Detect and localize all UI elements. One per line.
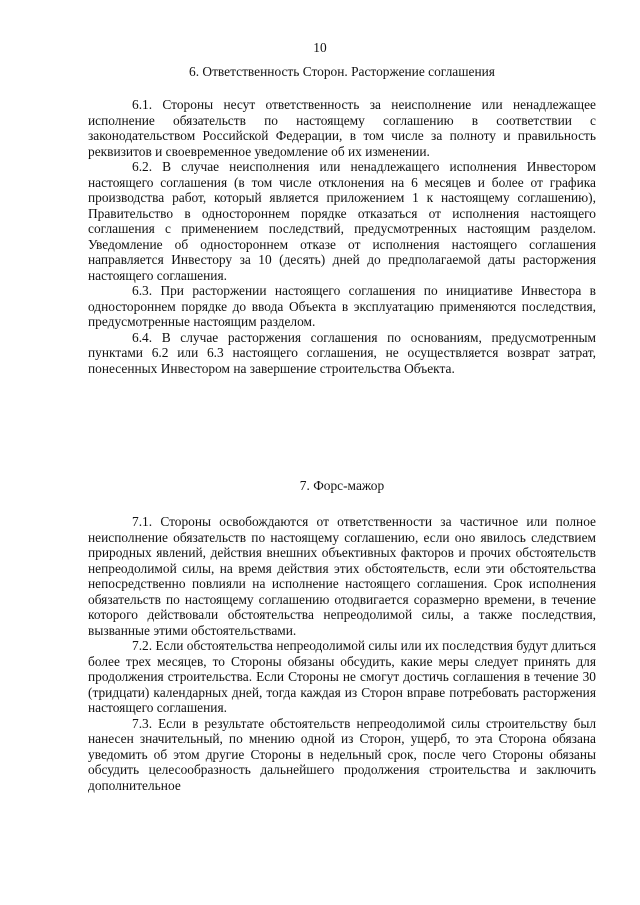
paragraph-6-1: 6.1. Стороны несут ответственность за неисполнение или ненадлежащее исполнение обязательств по настоящему соглашению в соответствии с законодательством Российской Федерации, в том числе за полноту и правильность реквизитов и своевременное уведомление об их изменении. — [88, 97, 596, 159]
section-6-body — [88, 97, 596, 376]
paragraph-6-4: 6.4. В случае расторжения соглашения по основаниям, предусмотренным пунктами 6.2 или 6.3 настоящего соглашения, не осуществляется возврат затрат, понесенных Инвестором на завершение строительства Объекта. — [88, 329, 596, 376]
section-7-body — [88, 514, 596, 793]
paragraph-7-1: 7.1. Стороны освобождаются от ответственности за частичное или полное неисполнение обязательств по настоящему соглашению, если оно явилось следствием природных явлений, действия внешних объективных факторов и прочих обстоятельств непреодолимой силы, на время действия этих обстоятельств, если эти обстоятельства непосредственно повлияли на исполнение настоящего соглашения. Срок исполнения обязательств по настоящему соглашению отодвигается соразмерно времени, в течение которого действовали обстоятельства непреодолимой силы, а также последствия, вызванные этими обстоятельствами. — [88, 514, 596, 638]
paragraph-6-2: 6.2. В случае неисполнения или ненадлежащего исполнения Инвестором настоящего соглашения (в том числе отклонения на 6 месяцев и более от графика производства работ, который является приложением 1 к настоящему соглашению), Правительство в одностороннем порядке отказаться от исполнения настоящего соглашения с применением последствий, предусмотренных настоящим разделом. Уведомление об одностороннем отказе от исполнения настоящего соглашения направляется Инвестору за 10 (десять) дней до предполагаемой даты расторжения настоящего соглашения. — [88, 159, 596, 283]
section-6-heading: 6. Ответственность Сторон. Расторжение соглашения — [189, 64, 495, 79]
paragraph-7-2: 7.2. Если обстоятельства непреодолимой силы или их последствия будут длиться более трех месяцев, то Стороны обязаны обсудить, какие меры следует принять для продолжения строительства. Если Стороны не смогут достичь соглашения в течение 30 (тридцати) календарных дней, тогда каждая из Сторон вправе потребовать расторжения настоящего соглашения. — [88, 638, 596, 715]
paragraph-6-3: 6.3. При расторжении настоящего соглашения по инициативе Инвестора в одностороннем порядке до ввода Объекта в эксплуатацию применяются последствия, предусмотренные настоящим разделом. — [88, 283, 596, 329]
page-number: 10 — [313, 40, 327, 55]
section-7-heading: 7. Форс-мажор — [299, 478, 385, 493]
paragraph-7-3: 7.3. Если в результате обстоятельств непреодолимой силы строительству был нанесен значительный, по мнению одной из Сторон, ущерб, то эта Сторона обязана уведомить об этом другие Стороны в недельный срок, после чего Стороны обязаны обсудить целесообразность дальнейшего продолжения строительства и заключить дополнительное — [88, 715, 596, 793]
